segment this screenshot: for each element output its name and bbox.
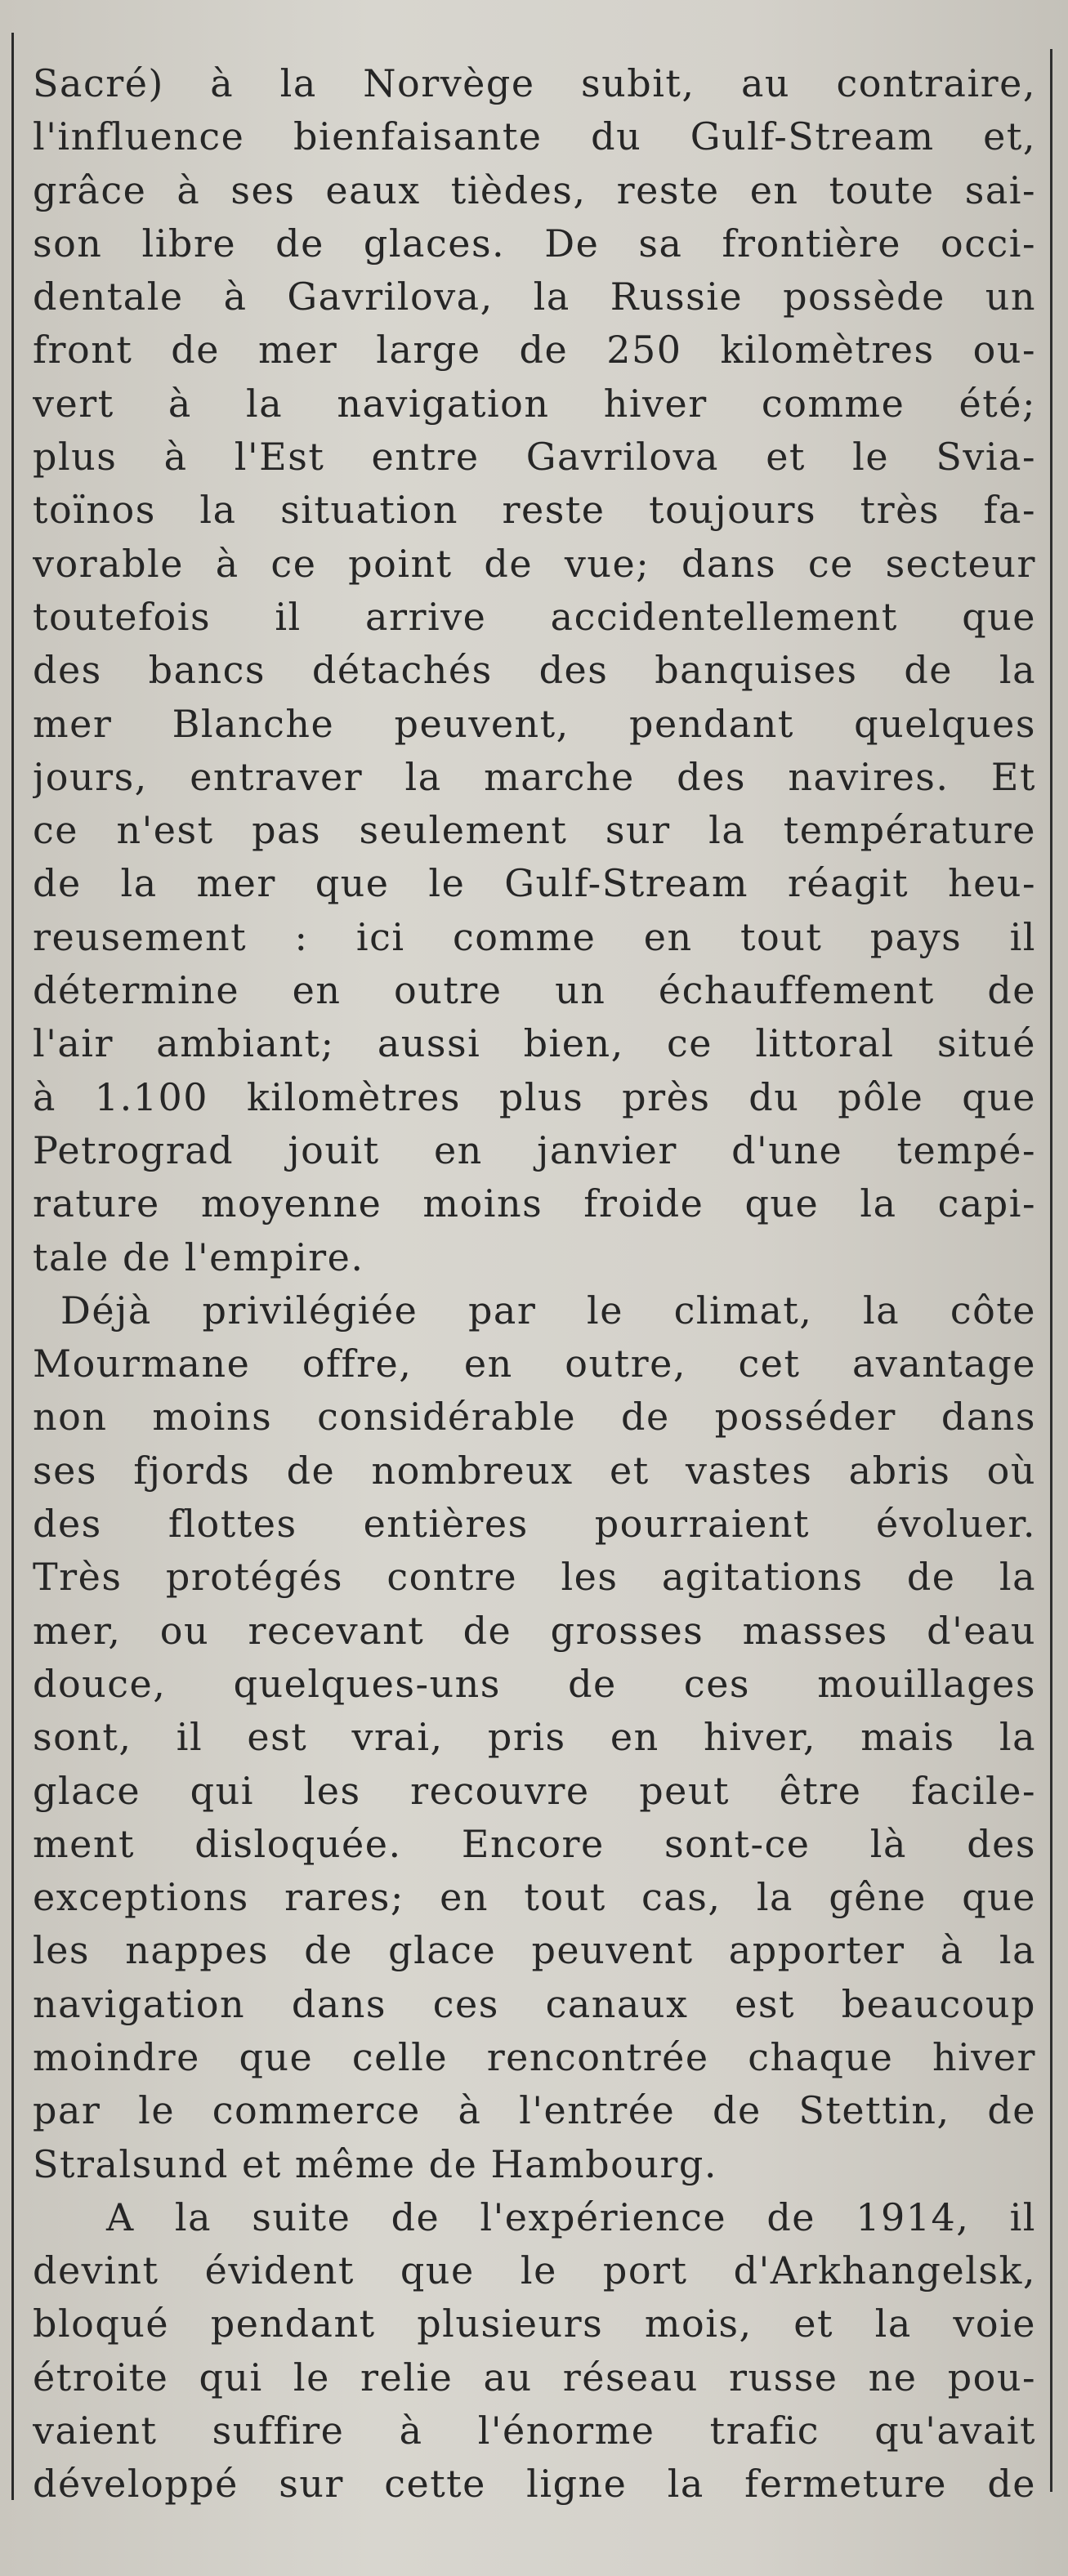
text-line: toïnos la situation reste toujours très fa-	[33, 488, 1036, 533]
text-line: plus à l'Est entre Gavrilova et le Svia-	[33, 435, 1036, 480]
text-line: Sacré) à la Norvège subit, au contraire,	[33, 61, 1036, 105]
text-line: rature moyenne moins froide que la capi-	[33, 1181, 1036, 1226]
text-line: détermine en outre un échauffement de	[33, 968, 1036, 1013]
text-line: dentale à Gavrilova, la Russie possède un	[33, 275, 1036, 319]
text-column	[33, 57, 1036, 2511]
text-line: moindre que celle rencontrée chaque hiver	[33, 2034, 1036, 2079]
text-line: l'influence bienfaisante du Gulf-Stream et,	[33, 114, 1036, 159]
paragraph-start-line: A la suite de l'expérience de 1914, il	[106, 2194, 1036, 2239]
text-line: mer, ou recevant de grosses masses d'eau	[33, 1608, 1036, 1653]
text-line: par le commerce à l'entrée de Stettin, de	[33, 2088, 1036, 2133]
text-line: son libre de glaces. De sa frontière occi-	[33, 221, 1036, 266]
paragraph-end-line: Stralsund et même de Hambourg.	[33, 2141, 717, 2186]
text-line: bloqué pendant plusieurs mois, et la voie	[33, 2301, 1036, 2346]
text-line: toutefois il arrive accidentellement que	[33, 594, 1036, 639]
text-line: navigation dans ces canaux est beaucoup	[33, 1981, 1036, 2026]
text-line: mer Blanche peuvent, pendant quelques	[33, 701, 1036, 746]
text-line: glace qui les recouvre peut être facile-	[33, 1768, 1036, 1813]
text-line: de la mer que le Gulf-Stream réagit heu-	[33, 861, 1036, 906]
text-line: ment disloquée. Encore sont-ce là des	[33, 1821, 1036, 1866]
text-line: des flottes entières pourraient évoluer.	[33, 1502, 1036, 1547]
paragraph-end-line: tale de l'empire.	[33, 1234, 364, 1279]
text-line: vorable à ce point de vue; dans ce secteur	[33, 541, 1036, 586]
text-line: des bancs détachés des banquises de la	[33, 648, 1036, 693]
text-line: vert à la navigation hiver comme été;	[33, 381, 1036, 426]
text-line: devint évident que le port d'Arkhangelsk,	[33, 2248, 1036, 2293]
text-line: non moins considérable de posséder dans	[33, 1395, 1036, 1440]
text-line: sont, il est vrai, pris en hiver, mais la	[33, 1715, 1036, 1760]
text-line: douce, quelques-uns de ces mouillages	[33, 1661, 1036, 1706]
text-line: reusement : ici comme en tout pays il	[33, 914, 1036, 959]
left-column-rule	[11, 33, 14, 2500]
text-line: Très protégés contre les agitations de la	[33, 1555, 1036, 1600]
text-line: exceptions rares; en tout cas, la gêne que	[33, 1875, 1036, 1920]
text-line: à 1.100 kilomètres plus près du pôle que	[33, 1074, 1036, 1119]
right-column-rule	[1050, 49, 1052, 2492]
text-line: vaient suffire à l'énorme trafic qu'avait	[33, 2409, 1036, 2453]
text-line: front de mer large de 250 kilomètres ou-	[33, 328, 1036, 373]
text-line: ce n'est pas seulement sur la température	[33, 808, 1036, 853]
text-line: l'air ambiant; aussi bien, ce littoral situé	[33, 1021, 1036, 1066]
text-line: développé sur cette ligne la fermeture de	[33, 2462, 1036, 2507]
text-line: Mourmane offre, en outre, cet avantage	[33, 1342, 1036, 1386]
text-line: jours, entraver la marche des navires. Et	[33, 754, 1036, 799]
text-line: les nappes de glace peuvent apporter à la	[33, 1928, 1036, 1973]
text-line: grâce à ses eaux tièdes, reste en toute sai-	[33, 167, 1036, 212]
text-line: ses fjords de nombreux et vastes abris où	[33, 1448, 1036, 1493]
text-line: étroite qui le relie au réseau russe ne pou-	[33, 2355, 1036, 2400]
paragraph-start-line: Déjà privilégiée par le climat, la côte	[60, 1288, 1036, 1333]
text-line: Petrograd jouit en janvier d'une tempé-	[33, 1127, 1036, 1172]
